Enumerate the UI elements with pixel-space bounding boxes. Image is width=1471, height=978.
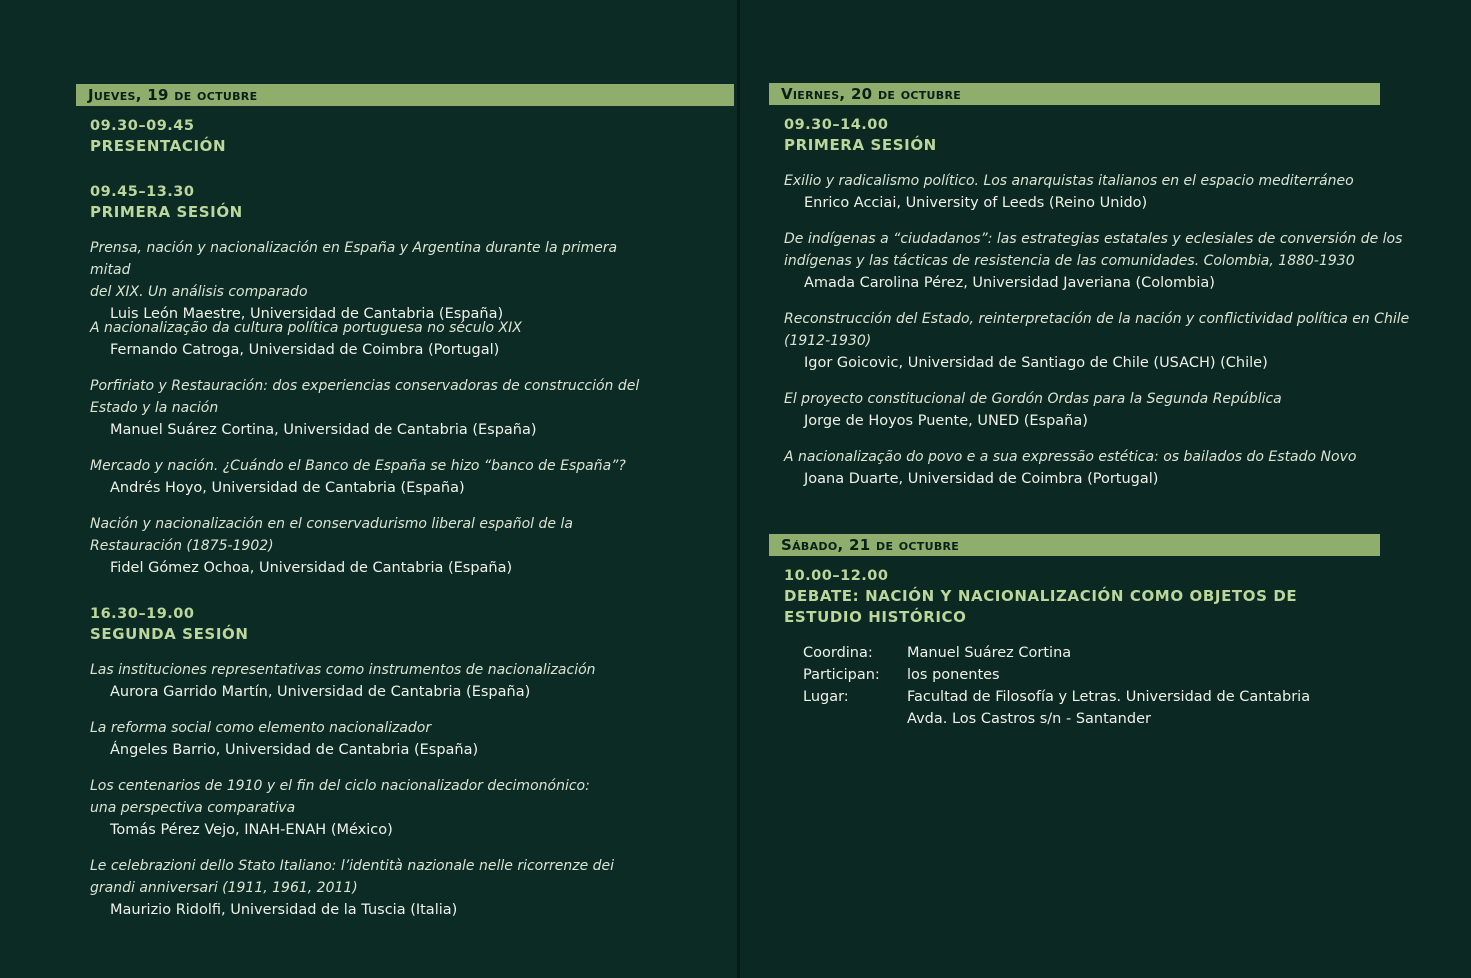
- lugar-address-row: [803, 708, 1403, 730]
- right-page: [740, 0, 1471, 978]
- lugar-value: Facultad de Filosofía y Letras. Universidad de Cantabria: [907, 689, 1311, 705]
- talk-thu2-3: [90, 775, 650, 841]
- talk-thu2-1: [90, 659, 650, 703]
- talk-title: (1912-1930): [784, 333, 872, 349]
- thursday-session-2-header: [90, 604, 249, 645]
- talk-speaker: Enrico Acciai, University of Leeds (Reino Unido): [804, 195, 1148, 211]
- coordina-row: [803, 642, 1403, 664]
- talk-title: A nacionalização do povo e a sua expressão estética: os bailados do Estado Novo: [784, 449, 1357, 465]
- talk-fri-4: [784, 388, 1404, 432]
- thursday-session-1-title: PRIMERA SESIÓN: [90, 203, 243, 221]
- talk-speaker: Fidel Gómez Ochoa, Universidad de Cantabria (España): [110, 560, 513, 576]
- talk-title: El proyecto constitucional de Gordón Ordas para la Segunda República: [784, 391, 1282, 407]
- debate-title: ESTUDIO HISTÓRICO: [784, 608, 967, 626]
- presentation-title: PRESENTACIÓN: [90, 137, 227, 155]
- talk-title: Las instituciones representativas como instrumentos de nacionalización: [90, 662, 596, 678]
- lugar-label: Lugar:: [803, 689, 849, 705]
- talk-thu1-4: [90, 455, 650, 499]
- talk-speaker: Andrés Hoyo, Universidad de Cantabria (España): [110, 480, 465, 496]
- participan-value: los ponentes: [907, 667, 1000, 683]
- debate-header: [784, 566, 1404, 628]
- friday-session-title: PRIMERA SESIÓN: [784, 136, 937, 154]
- talk-speaker: Igor Goicovic, Universidad de Santiago de Chile (USACH) (Chile): [804, 355, 1268, 371]
- talk-title: Reconstrucción del Estado, reinterpretación de la nación y conflictividad política en Chile: [784, 311, 1410, 327]
- day-header-friday: Viernes, 20 de octubre: [769, 83, 1380, 105]
- debate-time: 10.00–12.00: [784, 568, 889, 584]
- talk-title: Porfiriato y Restauración: dos experiencias conservadoras de construcción del: [90, 378, 640, 394]
- talk-title: una perspectiva comparativa: [90, 800, 296, 816]
- talk-title: Estado y la nación: [90, 400, 219, 416]
- presentation-time: 09.30–09.45: [90, 118, 195, 134]
- talk-speaker: Luis León Maestre, Universidad de Cantabria (España): [110, 306, 504, 322]
- talk-thu1-5: [90, 513, 650, 579]
- talk-title: Prensa, nación y nacionalización en España y Argentina durante la primera mitad: [90, 240, 618, 278]
- talk-title: De indígenas a “ciudadanos”: las estrategias estatales y eclesiales de conversión de los: [784, 231, 1403, 247]
- talk-title: Los centenarios de 1910 y el fin del ciclo nacionalizador decimonónico:: [90, 778, 590, 794]
- coordina-value: Manuel Suárez Cortina: [907, 645, 1072, 661]
- talk-title: del XIX. Un análisis comparado: [90, 284, 308, 300]
- talk-thu1-3: [90, 375, 650, 441]
- talk-fri-3: [784, 308, 1424, 374]
- talk-speaker: Maurizio Ridolfi, Universidad de la Tuscia (Italia): [110, 902, 458, 918]
- friday-session-time: 09.30–14.00: [784, 117, 889, 133]
- talk-speaker: Joana Duarte, Universidad de Coimbra (Portugal): [804, 471, 1159, 487]
- talk-title: A nacionalização da cultura política portuguesa no século XIX: [90, 320, 522, 336]
- thursday-session-2-time: 16.30–19.00: [90, 606, 195, 622]
- debate-title: DEBATE: NACIÓN Y NACIONALIZACIÓN COMO OBJETOS DE: [784, 587, 1298, 605]
- talk-title: indígenas y las tácticas de resistencia de las comunidades. Colombia, 1880-1930: [784, 253, 1355, 269]
- day-header-thursday: Jueves, 19 de octubre: [76, 84, 734, 106]
- lugar-row: [803, 686, 1403, 708]
- thursday-session-1-time: 09.45–13.30: [90, 184, 195, 200]
- thursday-session-1-header: [90, 182, 243, 223]
- talk-fri-2: [784, 228, 1424, 294]
- talk-title: Mercado y nación. ¿Cuándo el Banco de España se hizo “banco de España”?: [90, 458, 626, 474]
- lugar-address: Avda. Los Castros s/n - Santander: [907, 711, 1151, 727]
- talk-thu2-2: [90, 717, 650, 761]
- participan-label: Participan:: [803, 667, 880, 683]
- talk-title: Exilio y radicalismo político. Los anarquistas italianos en el espacio mediterráneo: [784, 173, 1354, 189]
- talk-title: Nación y nacionalización en el conservadurismo liberal español de la: [90, 516, 573, 532]
- talk-fri-5: [784, 446, 1404, 490]
- participan-row: [803, 664, 1403, 686]
- friday-session-header: [784, 115, 937, 156]
- talk-title: grandi anniversari (1911, 1961, 2011): [90, 880, 358, 896]
- talk-title: La reforma social como elemento nacionalizador: [90, 720, 432, 736]
- talk-speaker: Manuel Suárez Cortina, Universidad de Cantabria (España): [110, 422, 537, 438]
- talk-fri-1: [784, 170, 1404, 214]
- talk-title: Restauración (1875-1902): [90, 538, 274, 554]
- presentation-block: [90, 116, 226, 157]
- debate-details: [803, 642, 1403, 730]
- talk-speaker: Tomás Pérez Vejo, INAH-ENAH (México): [110, 822, 393, 838]
- day-header-saturday: Sábado, 21 de octubre: [769, 534, 1380, 556]
- talk-thu2-4: [90, 855, 650, 921]
- talk-thu1-1: [90, 237, 650, 325]
- talk-speaker: Fernando Catroga, Universidad de Coimbra (Portugal): [110, 342, 500, 358]
- talk-thu1-2: [90, 317, 650, 361]
- talk-speaker: Ángeles Barrio, Universidad de Cantabria (España): [110, 742, 479, 758]
- thursday-session-2-title: SEGUNDA SESIÓN: [90, 625, 249, 643]
- talk-speaker: Jorge de Hoyos Puente, UNED (España): [804, 413, 1088, 429]
- talk-speaker: Amada Carolina Pérez, Universidad Javeriana (Colombia): [804, 275, 1215, 291]
- coordina-label: Coordina:: [803, 645, 873, 661]
- talk-title: Le celebrazioni dello Stato Italiano: l’identità nazionale nelle ricorrenze dei: [90, 858, 615, 874]
- talk-speaker: Aurora Garrido Martín, Universidad de Cantabria (España): [110, 684, 531, 700]
